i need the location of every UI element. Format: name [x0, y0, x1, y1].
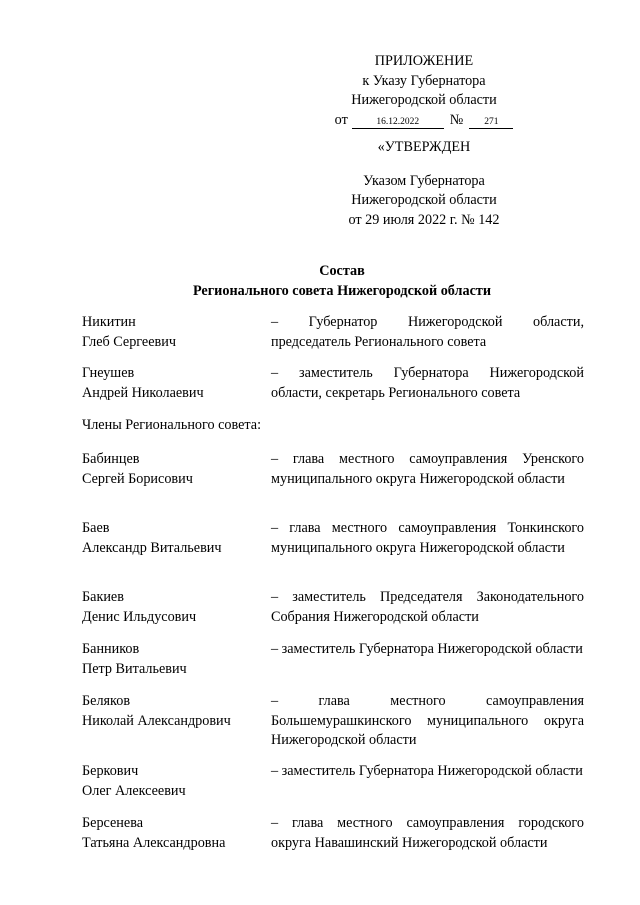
- member-position: – глава местного самоуправления Уренского муниципального округа Нижегородской области: [271, 451, 584, 487]
- annex-title: ПРИЛОЖЕНИЕ: [374, 53, 474, 69]
- member-given-names: Сергей Борисович: [82, 470, 193, 487]
- title-line-2: Регионального совета Нижегородской области: [192, 282, 492, 299]
- member-surname: Бабинцев: [82, 451, 140, 467]
- member-surname: Бакиев: [82, 589, 124, 605]
- member-surname: Баев: [82, 520, 110, 536]
- approved-title: «УТВЕРЖДЕН: [377, 139, 471, 155]
- approved-date-line: от 29 июля 2022 г. № 142: [348, 211, 500, 228]
- member-name: [82, 364, 262, 403]
- member-position: – глава местного самоуправления Большемурашкинского муниципального округа Нижегородской области: [271, 693, 584, 748]
- member-given-names: Николай Александрович: [82, 712, 231, 729]
- member-given-names: Денис Ильдусович: [82, 608, 197, 625]
- member-surname: Беляков: [82, 693, 131, 709]
- member-name: [82, 814, 262, 853]
- title-line-1: Состав: [319, 263, 365, 279]
- approved-decree-line: Указом Губернатора: [363, 172, 485, 189]
- members-label: Члены Регионального совета:: [82, 417, 262, 433]
- member-surname: Гнеушев: [82, 365, 135, 381]
- member-given-names: Татьяна Александровна: [82, 834, 226, 851]
- member-surname: Беркович: [82, 763, 139, 779]
- member-name: [82, 762, 262, 801]
- member-position: – заместитель Губернатора Нижегородской области, секретарь Регионального совета: [271, 365, 584, 401]
- annex-number-label: №: [449, 111, 464, 128]
- member-name: [82, 588, 262, 627]
- member-name: [82, 519, 262, 558]
- annex-decree-line: к Указу Губернатора: [362, 72, 486, 89]
- member-given-names: Олег Алексеевич: [82, 782, 186, 799]
- member-given-names: Петр Витальевич: [82, 660, 187, 677]
- member-name: [82, 692, 262, 731]
- member-given-names: Андрей Николаевич: [82, 384, 204, 401]
- annex-header: [300, 52, 548, 130]
- annex-date-number-line: [300, 111, 548, 131]
- member-name: [82, 450, 262, 489]
- member-given-names: Александр Витальевич: [82, 539, 222, 556]
- annex-region-line: Нижегородской области: [351, 92, 497, 108]
- document-title: [100, 262, 584, 301]
- member-given-names: Глеб Сергеевич: [82, 333, 176, 350]
- approved-block: [300, 138, 548, 230]
- annex-from-label: от: [334, 111, 348, 128]
- member-surname: Никитин: [82, 314, 136, 330]
- member-position: – заместитель Председателя Законодательного Собрания Нижегородской области: [271, 589, 584, 625]
- member-position: – Губернатор Нижегородской области, председатель Регионального совета: [271, 314, 584, 350]
- annex-date: 16.12.2022: [352, 116, 444, 129]
- member-position: – глава местного самоуправления городского округа Навашинский Нижегородской области: [271, 815, 584, 851]
- member-surname: Банников: [82, 641, 140, 657]
- member-position: – заместитель Губернатора Нижегородской области: [271, 641, 583, 657]
- member-surname: Берсенева: [82, 815, 144, 831]
- member-position: – заместитель Губернатора Нижегородской области: [271, 763, 583, 779]
- member-name: [82, 313, 262, 352]
- member-position: – глава местного самоуправления Тонкинского муниципального округа Нижегородской области: [271, 520, 584, 556]
- member-name: [82, 640, 262, 679]
- approved-region-line: Нижегородской области: [351, 192, 497, 208]
- annex-number: 271: [469, 116, 513, 129]
